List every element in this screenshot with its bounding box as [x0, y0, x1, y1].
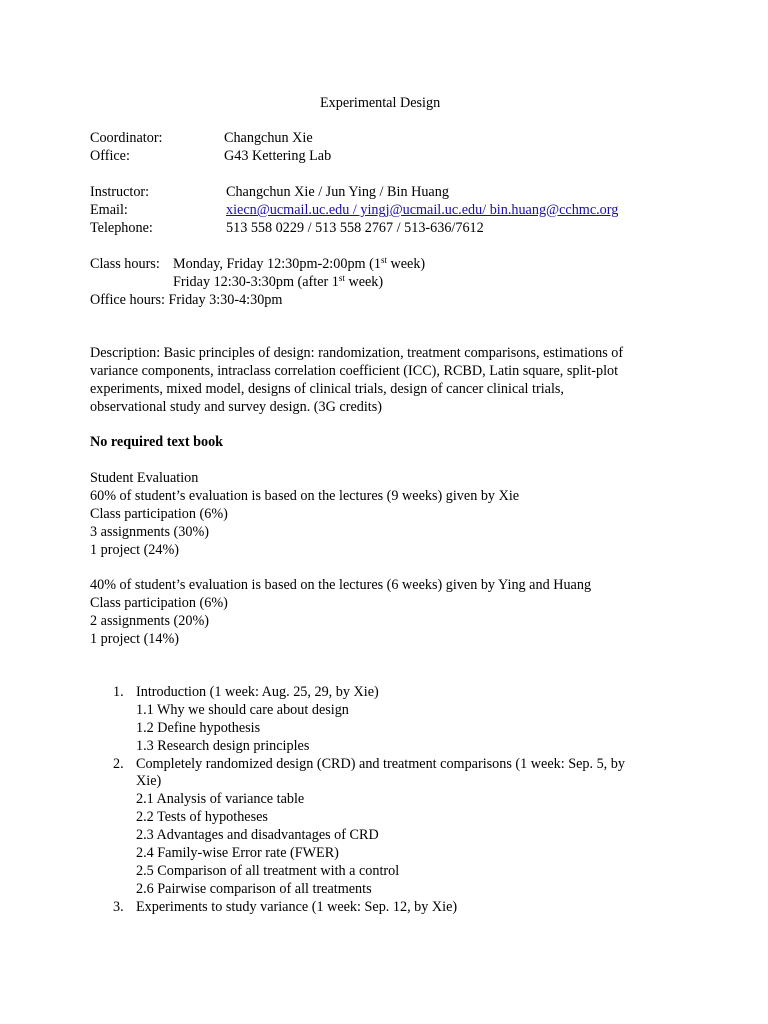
- evaluation-part1-line: 60% of student’s evaluation is based on the lectures (9 weeks) given by Xie: [90, 488, 520, 504]
- coordinator-value: Changchun Xie: [224, 130, 313, 146]
- evaluation-part2-line: Class participation (6%): [90, 595, 228, 611]
- email-label: Email:: [90, 202, 128, 218]
- class-hours-label: Class hours:: [90, 256, 160, 272]
- subtopic: 2.6 Pairwise comparison of all treatments: [136, 881, 372, 897]
- subtopic: 2.2 Tests of hypotheses: [136, 809, 268, 825]
- evaluation-part2-line: 1 project (14%): [90, 631, 180, 647]
- description-line-1: Description: Basic principles of design: randomization, treatment comparisons, estimations of: [90, 345, 624, 361]
- topic-title: Introduction (1 week: Aug. 25, 29, by Xie): [136, 684, 379, 700]
- class-hours-line-2: Friday 12:30-3:30pm (after 1st week): [173, 273, 384, 290]
- page-title: Experimental Design: [320, 95, 441, 111]
- evaluation-heading: Student Evaluation: [90, 470, 199, 486]
- topic-number: 3.: [113, 899, 124, 915]
- subtopic: 2.4 Family-wise Error rate (FWER): [136, 845, 339, 861]
- telephone-label: Telephone:: [90, 220, 153, 236]
- description-line-3: experiments, mixed model, designs of clinical trials, design of cancer clinical trials,: [90, 381, 564, 397]
- telephone-value: 513 558 0229 / 513 558 2767 / 513-636/7612: [226, 220, 484, 236]
- topic-title: Completely randomized design (CRD) and treatment comparisons (1 week: Sep. 5, by: [136, 756, 625, 772]
- subtopic: 1.3 Research design principles: [136, 738, 310, 754]
- description-line-4: observational study and survey design. (3G credits): [90, 399, 382, 415]
- topic-title-continued: Xie): [136, 773, 162, 789]
- evaluation-part2-line: 2 assignments (20%): [90, 613, 210, 629]
- topic-title: Experiments to study variance (1 week: Sep. 12, by Xie): [136, 899, 458, 915]
- subtopic: 2.5 Comparison of all treatment with a control: [136, 863, 400, 879]
- coordinator-label: Coordinator:: [90, 130, 163, 146]
- evaluation-part2-line: 40% of student’s evaluation is based on the lectures (6 weeks) given by Ying and Huang: [90, 577, 592, 593]
- instructor-value: Changchun Xie / Jun Ying / Bin Huang: [226, 184, 449, 200]
- subtopic: 1.2 Define hypothesis: [136, 720, 261, 736]
- textbook-note: No required text book: [90, 434, 224, 450]
- office-value: G43 Kettering Lab: [224, 148, 332, 164]
- evaluation-part1-line: 1 project (24%): [90, 542, 180, 558]
- email-link[interactable]: xiecn@ucmail.uc.edu / yingj@ucmail.uc.edu/ bin.huang@cchmc.org: [226, 202, 619, 218]
- instructor-label: Instructor:: [90, 184, 150, 200]
- evaluation-part1-line: Class participation (6%): [90, 506, 228, 522]
- subtopic: 2.1 Analysis of variance table: [136, 791, 305, 807]
- office-label: Office:: [90, 148, 130, 164]
- subtopic: 2.3 Advantages and disadvantages of CRD: [136, 827, 379, 843]
- topic-number: 2.: [113, 756, 124, 772]
- evaluation-part1-line: 3 assignments (30%): [90, 524, 210, 540]
- class-hours-line-1: Monday, Friday 12:30pm-2:00pm (1st week): [173, 255, 426, 272]
- subtopic: 1.1 Why we should care about design: [136, 702, 349, 718]
- office-hours: Office hours: Friday 3:30-4:30pm: [90, 292, 283, 308]
- topic-number: 1.: [113, 684, 124, 700]
- description-line-2: variance components, intraclass correlation coefficient (ICC), RCBD, Latin square, split-plot: [90, 363, 619, 379]
